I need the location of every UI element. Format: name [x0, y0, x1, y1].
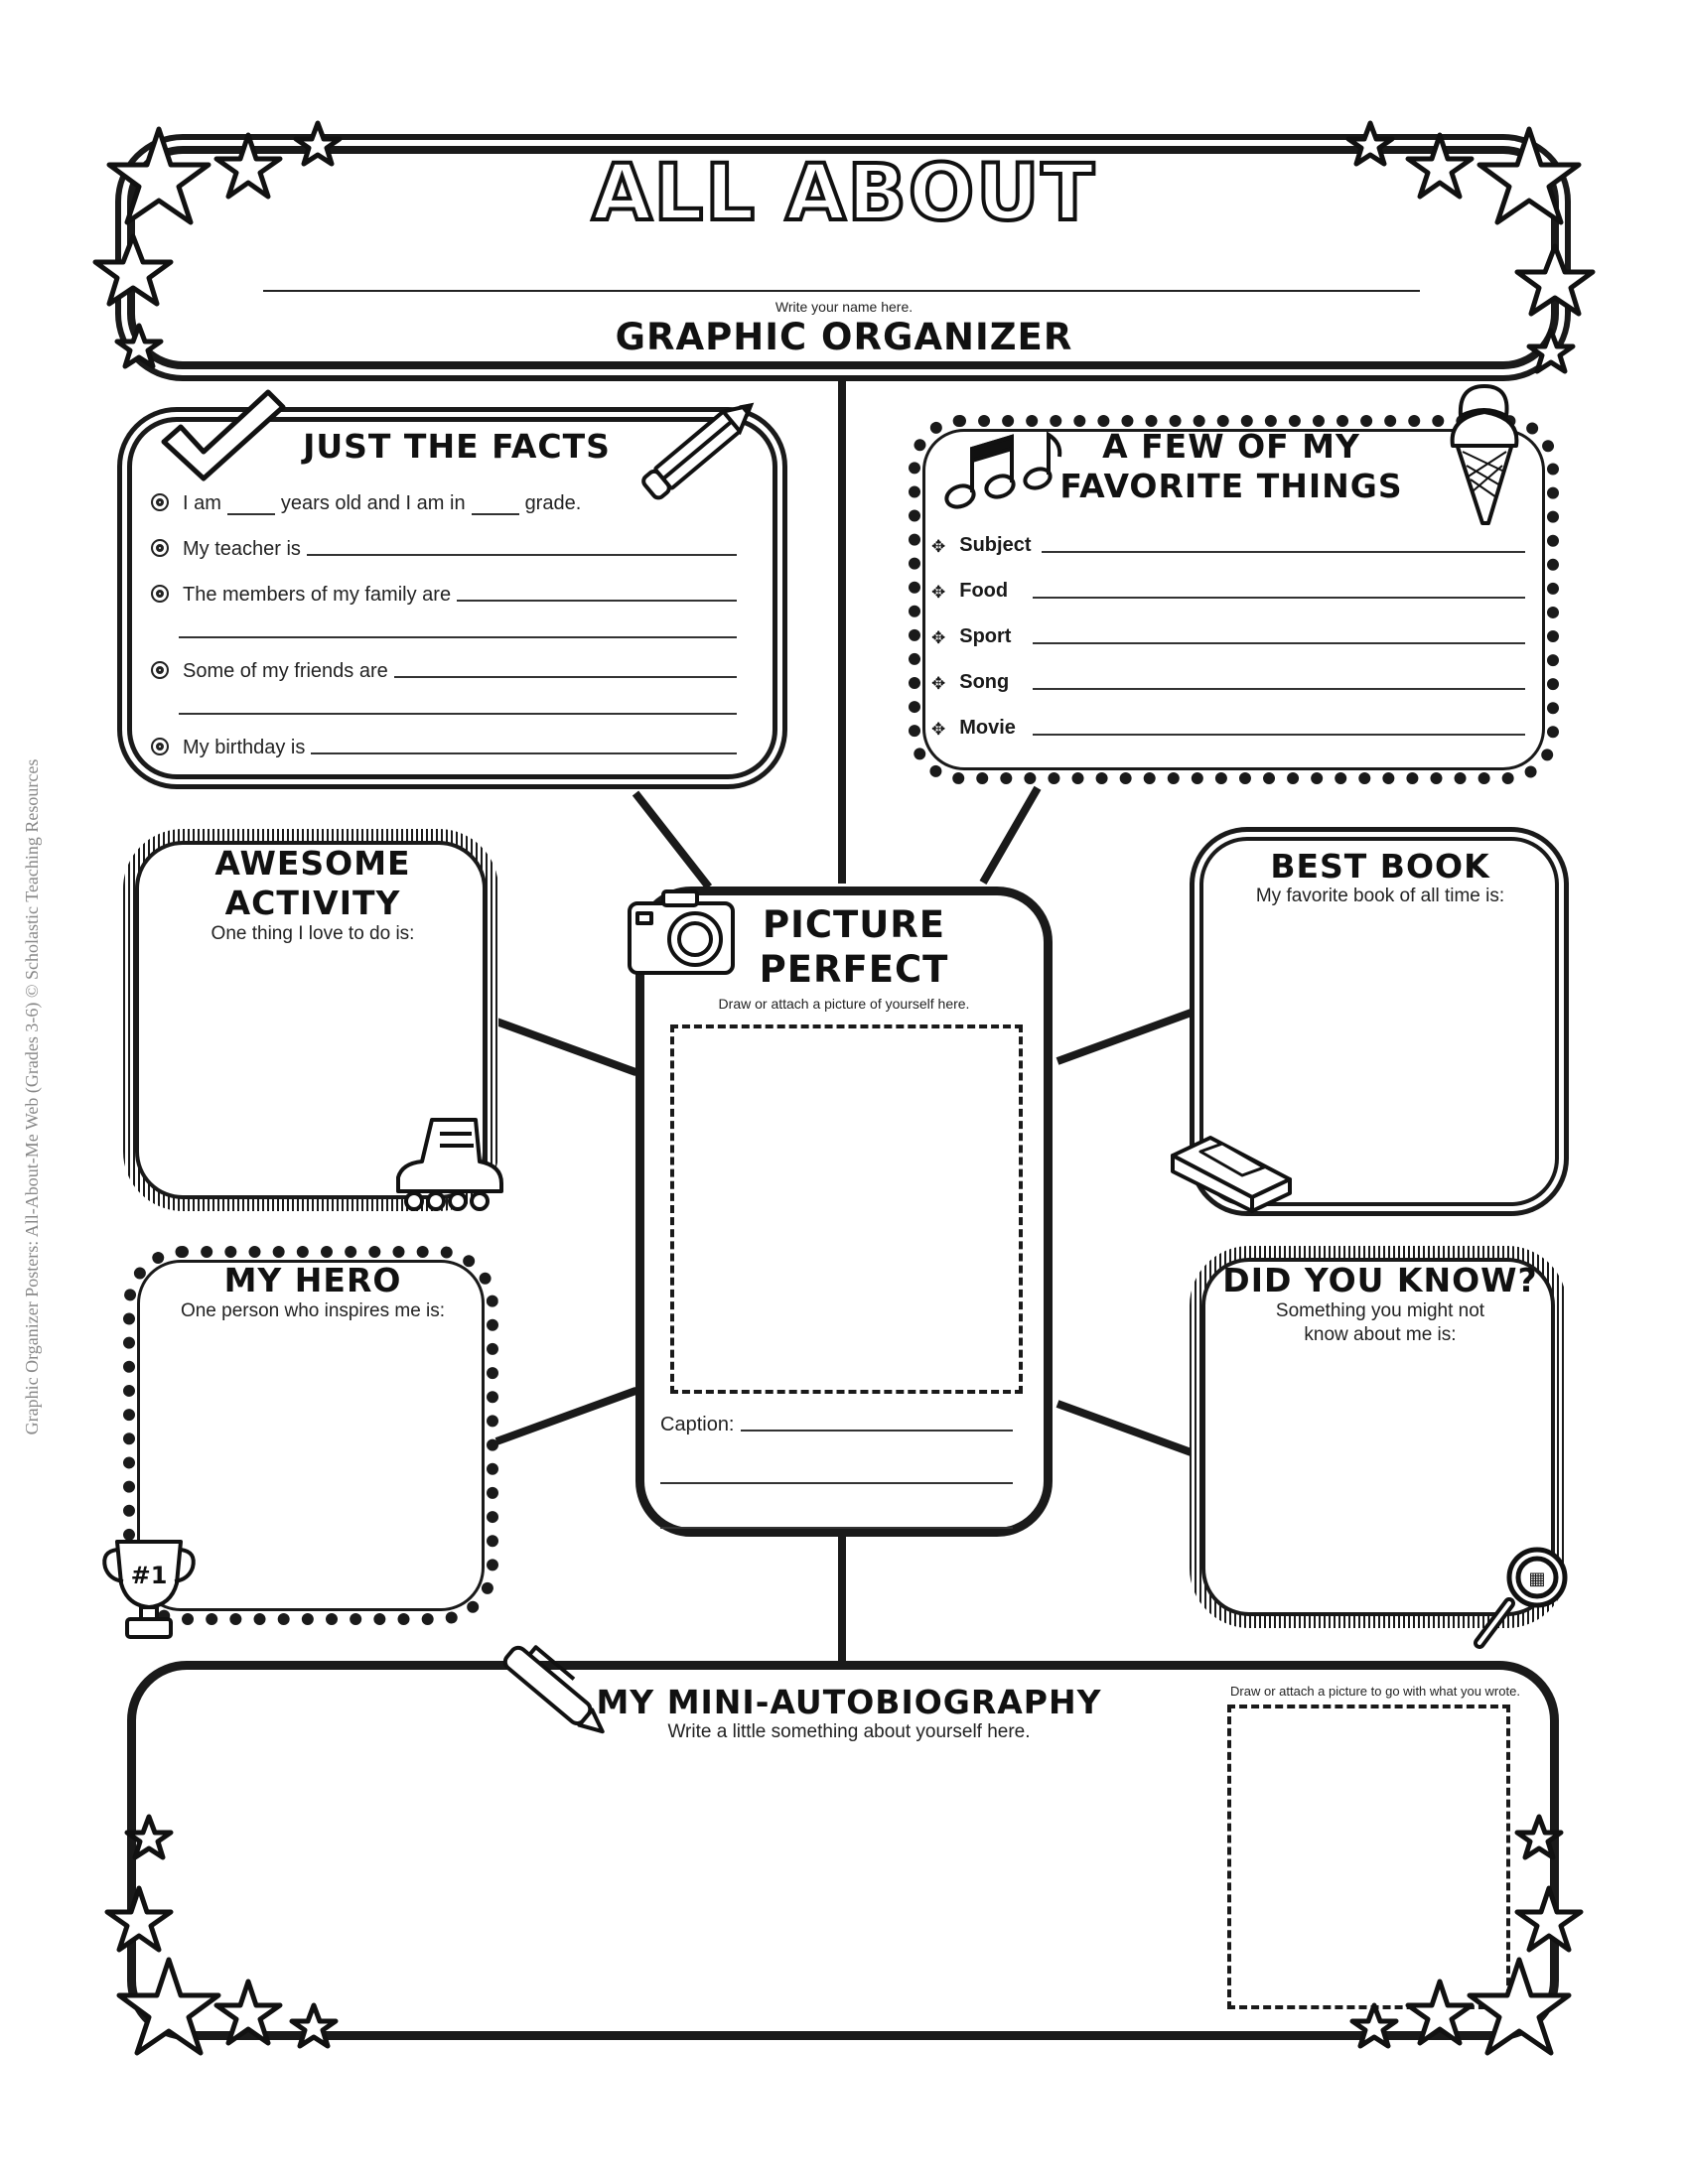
diamond-bullet-icon: ✥ [931, 720, 946, 739]
facts-family-label: The members of my family are [183, 584, 452, 606]
facts-i-am-label: I am [183, 492, 221, 514]
picture-title-2: PERFECT [759, 948, 949, 991]
picture-hint: Draw or attach a picture of yourself here. [718, 996, 970, 1012]
name-line[interactable] [263, 290, 1420, 292]
grade-blank[interactable] [472, 513, 519, 515]
facts-title: JUST THE FACTS [303, 427, 611, 466]
autobiography-title: MY MINI-AUTOBIOGRAPHY [596, 1683, 1102, 1721]
facts-row-family [151, 584, 737, 607]
diamond-bullet-icon: ✥ [931, 628, 946, 647]
bullet-icon [151, 661, 169, 679]
fav-label: Sport [959, 625, 1012, 647]
birthday-line[interactable] [311, 751, 737, 754]
connector-header-center [838, 367, 846, 884]
stars-bottom-right [1331, 1807, 1589, 2065]
facts-row-teacher [151, 538, 737, 561]
caption-row [660, 1414, 1013, 1436]
fav-line[interactable] [1033, 687, 1525, 690]
fav-row-song [931, 671, 1525, 694]
fav-row-subject [931, 534, 1525, 557]
star-icon [127, 1817, 171, 1857]
facts-years-label: years old and I am in [280, 492, 466, 514]
star-icon [216, 135, 280, 197]
age-blank[interactable] [227, 513, 275, 515]
star-icon [296, 123, 340, 164]
friends-line[interactable] [394, 675, 737, 678]
diamond-bullet-icon: ✥ [931, 583, 946, 602]
star-icon [1348, 123, 1392, 164]
connector-know [1056, 1400, 1195, 1456]
fav-line[interactable] [1042, 550, 1526, 553]
connector-center-bottom [838, 1534, 846, 1663]
star-icon [1470, 1960, 1569, 2053]
star-icon [1529, 331, 1573, 371]
star-icon [1408, 135, 1472, 197]
ice-cream-icon [1445, 382, 1524, 531]
picture-title-1: PICTURE [762, 903, 946, 946]
star-icon [107, 1888, 171, 1950]
stars-bottom-left [99, 1807, 357, 2065]
trophy-icon [99, 1534, 199, 1643]
trophy-label: #1 [130, 1562, 168, 1589]
fav-label: Song [959, 671, 1010, 693]
star-icon [119, 1960, 218, 2053]
facts-teacher-label: My teacher is [183, 538, 301, 560]
know-title: DID YOU KNOW? [1222, 1261, 1538, 1299]
self-portrait-box[interactable] [670, 1024, 1023, 1394]
side-credit: Graphic Organizer Posters: All-About-Me Web (Grades 3-6) © Scholastic Teaching Resources [22, 758, 42, 1435]
connector-activity [495, 1018, 638, 1076]
book-prompt: My favorite book of all time is: [1255, 886, 1505, 906]
svg-text:▦: ▦ [1528, 1569, 1546, 1589]
star-icon [1517, 1888, 1581, 1950]
caption-line[interactable] [741, 1429, 1014, 1432]
bullet-icon [151, 539, 169, 557]
fav-row-food [931, 580, 1525, 603]
star-icon [95, 236, 171, 304]
bullet-icon [151, 738, 169, 755]
fav-label: Food [959, 580, 1009, 602]
teacher-line[interactable] [307, 553, 737, 556]
facts-row-birthday [151, 737, 737, 759]
magnifier-icon [1470, 1544, 1579, 1658]
autobiography-prompt: Write a little something about yourself here. [667, 1721, 1031, 1742]
family-line-2[interactable] [179, 636, 737, 638]
fav-row-movie [931, 717, 1525, 740]
caption-line-3[interactable] [660, 1527, 1013, 1529]
favorites-title-2: FAVORITE THINGS [1059, 467, 1403, 505]
stars-header-right [1331, 117, 1589, 375]
fav-label: Movie [959, 717, 1016, 739]
facts-friends-label: Some of my friends are [183, 660, 388, 682]
know-prompt-2: know about me is: [1304, 1324, 1457, 1345]
caption-label: Caption: [660, 1414, 735, 1435]
friends-line-2[interactable] [179, 713, 737, 715]
caption-line-2[interactable] [660, 1482, 1013, 1484]
activity-title-2: ACTIVITY [224, 884, 401, 922]
name-hint: Write your name here. [774, 299, 914, 315]
connector-hero [495, 1387, 638, 1445]
fav-label: Subject [959, 534, 1032, 556]
book-icon [1167, 1132, 1296, 1216]
activity-title-1: AWESOME [214, 844, 411, 883]
fav-line[interactable] [1033, 733, 1525, 736]
fav-row-sport [931, 625, 1525, 648]
star-icon [117, 326, 161, 366]
star-icon [1479, 129, 1579, 222]
autobiography-picture-hint: Draw or attach a picture to go with what you wrote. [1230, 1684, 1520, 1699]
fav-line[interactable] [1033, 641, 1525, 644]
star-icon [292, 2005, 336, 2046]
diamond-bullet-icon: ✥ [931, 674, 946, 693]
family-line[interactable] [457, 599, 737, 602]
connector-book [1056, 1009, 1195, 1065]
facts-grade-label: grade. [524, 492, 582, 514]
star-icon [109, 129, 209, 222]
facts-birthday-label: My birthday is [183, 737, 306, 758]
star-icon [216, 1981, 280, 2043]
book-title: BEST BOOK [1270, 847, 1490, 886]
facts-row-friends [151, 660, 737, 683]
star-icon [1517, 246, 1593, 314]
connector-facts [633, 791, 712, 889]
bullet-icon [151, 493, 169, 511]
roller-skate-icon [392, 1112, 506, 1211]
header-subtitle: GRAPHIC ORGANIZER [615, 316, 1073, 358]
know-prompt-1: Something you might not [1275, 1300, 1485, 1321]
connector-favorites [980, 786, 1042, 885]
header-title: ALL ABOUT [592, 149, 1096, 238]
fav-line[interactable] [1033, 596, 1525, 599]
diamond-bullet-icon: ✥ [931, 537, 946, 556]
facts-row-age [151, 492, 747, 515]
bullet-icon [151, 585, 169, 603]
activity-prompt: One thing I love to do is: [211, 923, 415, 944]
star-icon [1408, 1981, 1472, 2043]
stars-header-left [99, 117, 357, 375]
hero-title: MY HERO [223, 1261, 402, 1299]
hero-prompt: One person who inspires me is: [180, 1300, 446, 1321]
star-icon [1352, 2005, 1396, 2046]
favorites-title-1: A FEW OF MY [1102, 427, 1360, 466]
star-icon [1517, 1817, 1561, 1857]
